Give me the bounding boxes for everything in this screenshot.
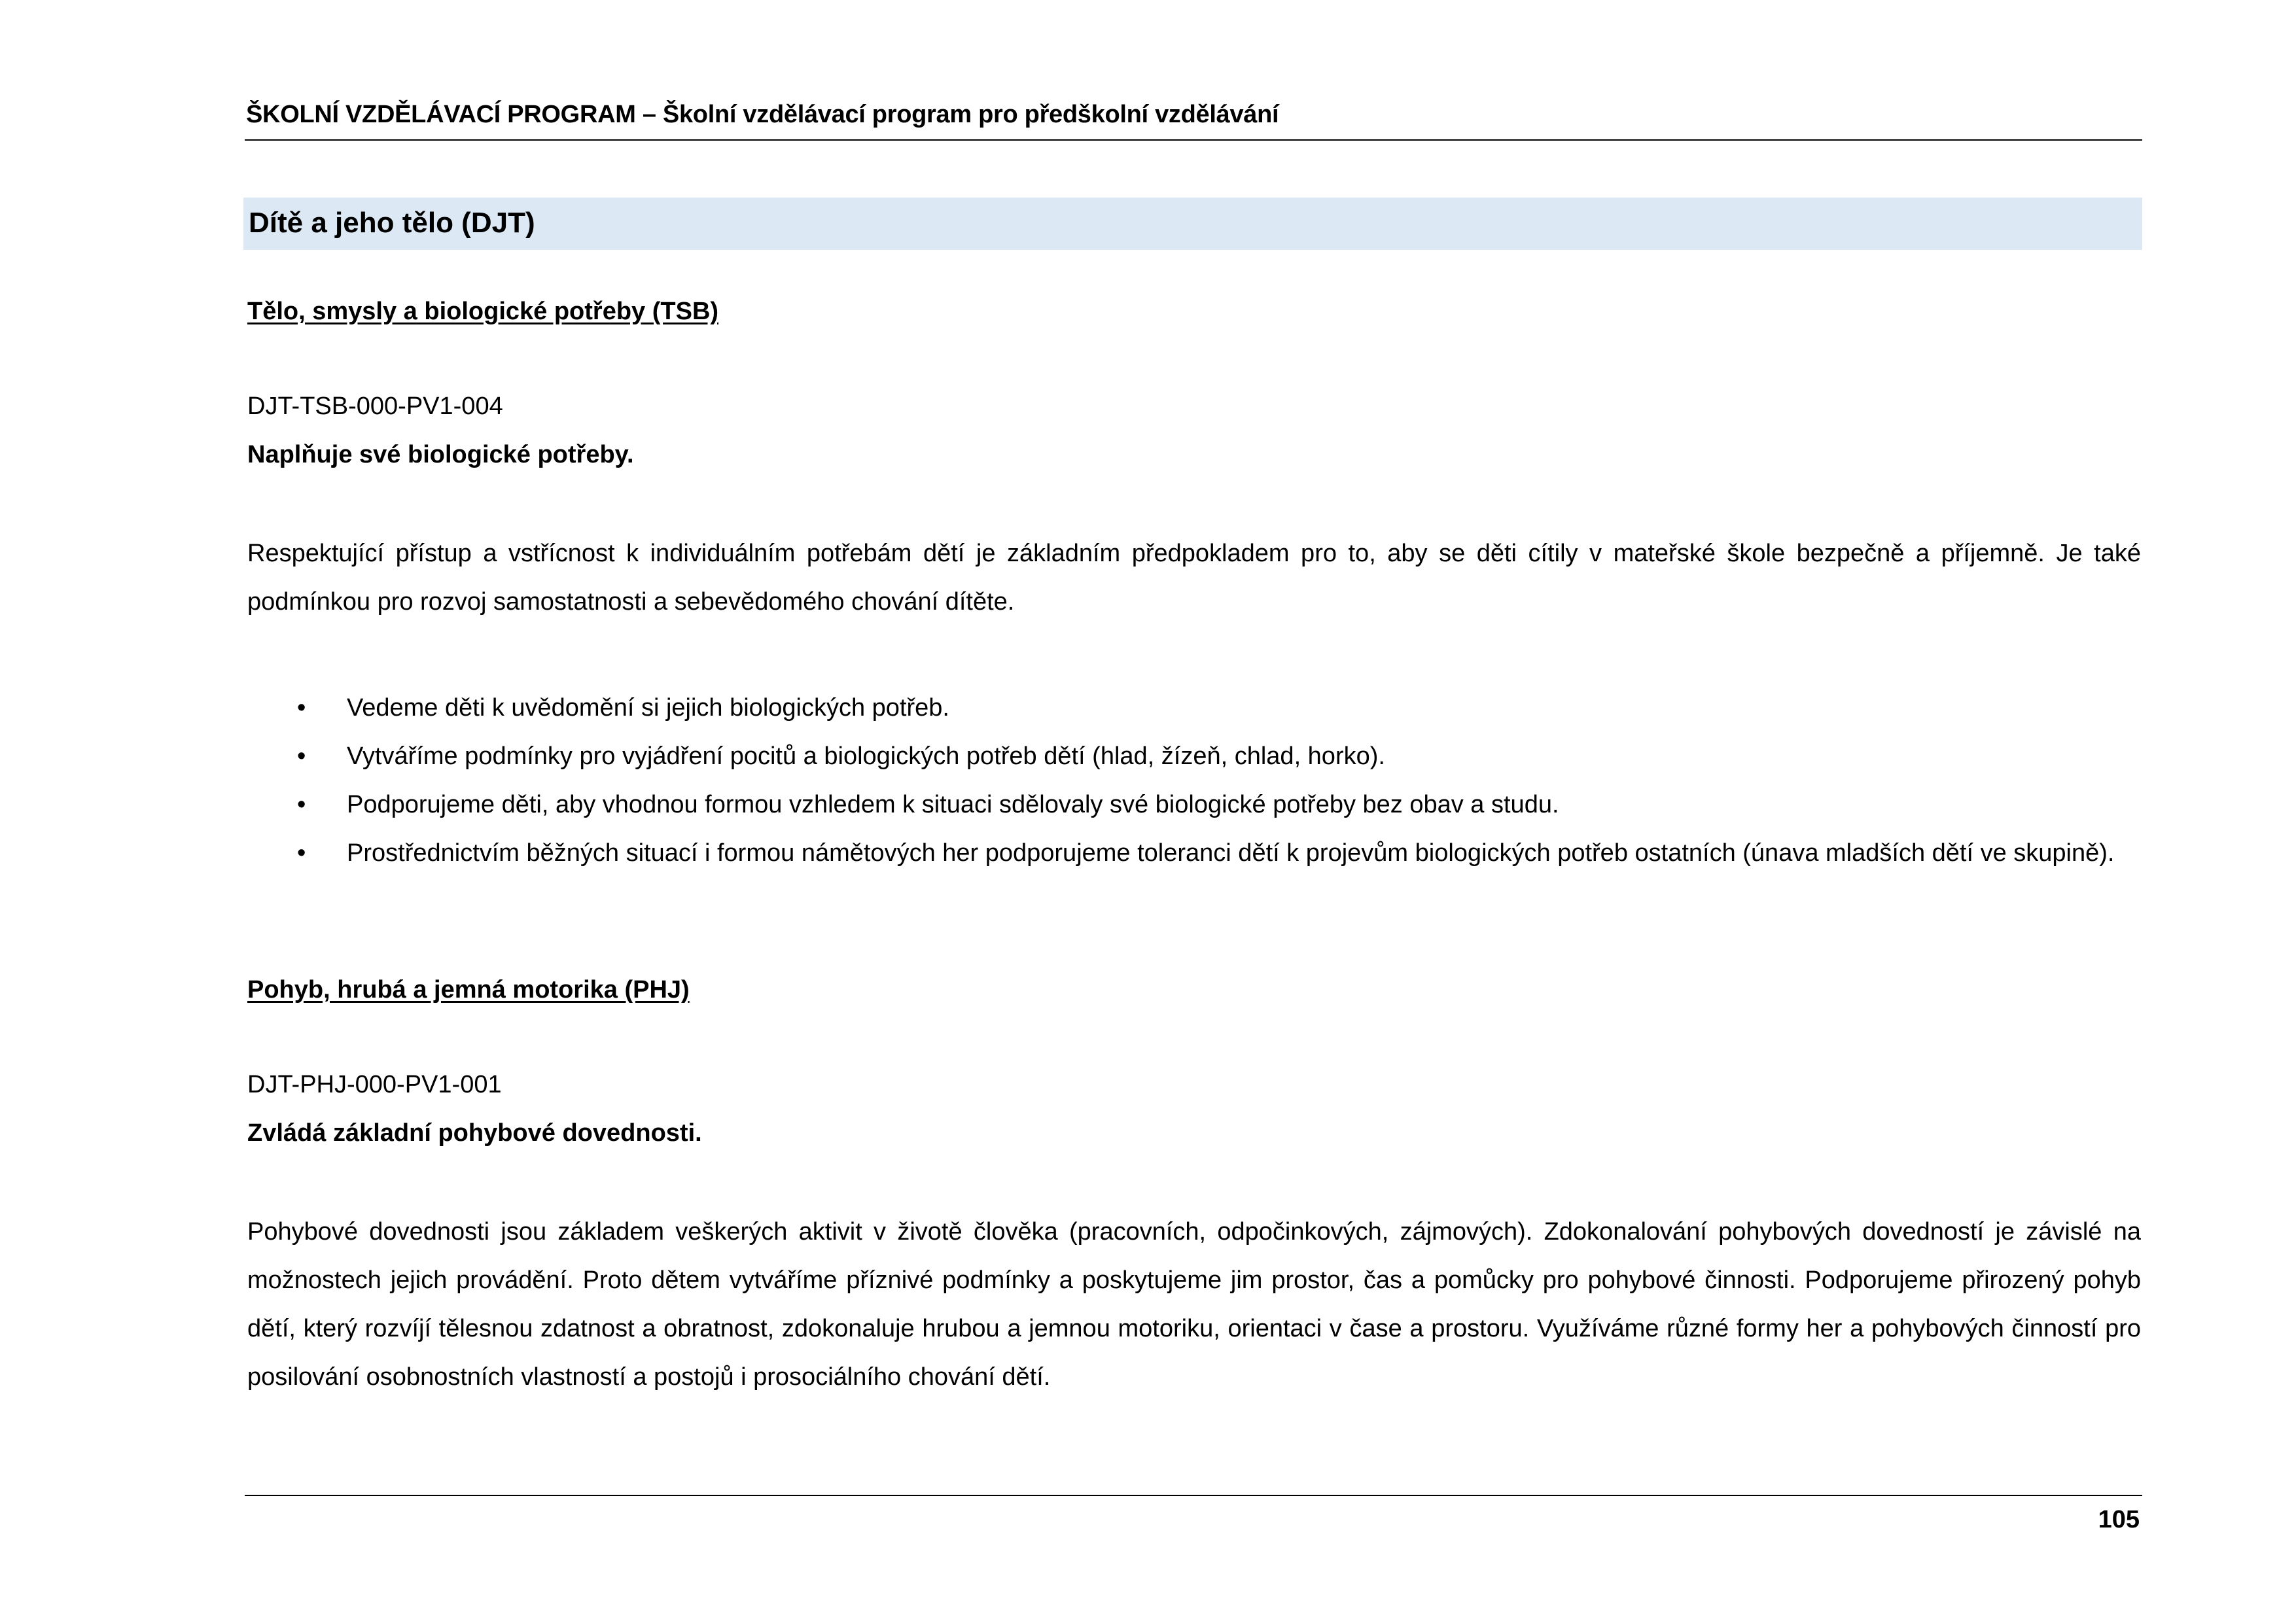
bullet-icon: • [297,839,306,867]
running-header-title: ŠKOLNÍ VZDĚLÁVACÍ PROGRAM – Školní vzdělávací program pro předškolní vzdělávání [246,101,1279,128]
outcome-goal-phj: Zvládá základní pohybové dovednosti. [247,1119,702,1147]
outcome-code-tsb: DJT-TSB-000-PV1-004 [247,393,503,420]
bullet-icon: • [297,742,306,770]
page-number: 105 [2098,1506,2140,1533]
document-page [245,0,2142,1623]
outcome-code-phj: DJT-PHJ-000-PV1-001 [247,1071,502,1098]
bullet-list-tsb [245,684,2142,877]
header-divider [245,139,2142,141]
list-item-text: Vedeme děti k uvědomění si jejich biologických potřeb. [347,694,949,722]
list-item [245,780,2142,829]
footer-divider [245,1495,2142,1496]
bullet-icon: • [297,791,306,818]
list-item-text: Vytváříme podmínky pro vyjádření pocitů a biologických potřeb dětí (hlad, žízeň, chlad, horko). [347,742,1385,770]
list-item [245,684,2142,732]
list-item-text: Prostřednictvím běžných situací i formou námětových her podporujeme toleranci dětí k projevům biologických potřeb ostatních (únava mladších dětí ve skupině). [347,839,2115,867]
list-item-text: Podporujeme děti, aby vhodnou formou vzhledem k situaci sdělovaly své biologické potřeby bez obav a studu. [347,791,1559,818]
subsection-heading-tsb: Tělo, smysly a biologické potřeby (TSB) [247,298,719,325]
paragraph-tsb: Respektující přístup a vstřícnost k individuálním potřebám dětí je základním předpokladem pro to, aby se děti cítily v mateřské škole bezpečně a příjemně. Je také podmínkou pro rozvoj samostatnosti a sebevědomého chování dítěte. [247,540,2141,616]
list-item [245,829,2142,877]
list-item [245,732,2142,780]
section-title: Dítě a jeho tělo (DJT) [249,207,535,239]
bullet-icon: • [297,694,306,722]
outcome-goal-tsb: Naplňuje své biologické potřeby. [247,441,634,468]
subsection-heading-phj: Pohyb, hrubá a jemná motorika (PHJ) [247,976,690,1003]
paragraph-phj: Pohybové dovednosti jsou základem veškerých aktivit v životě člověka (pracovních, odpočinkových, zájmových). Zdokonalování pohybových dovedností je závislé na možnostech jejich provádění. Proto dětem vytváříme příznivé podmínky a poskytujeme jim prostor, čas a pomůcky pro pohybové činnosti. Podporujeme přirozený pohyb dětí, který rozvíjí tělesnou zdatnost a obratnost, zdokonaluje hrubou a jemnou motoriku, orientaci v čase a prostoru. Využíváme různé formy her a pohybových činností pro posilování osobnostních vlastností a postojů i prosociálního chování dětí. [247,1218,2141,1391]
